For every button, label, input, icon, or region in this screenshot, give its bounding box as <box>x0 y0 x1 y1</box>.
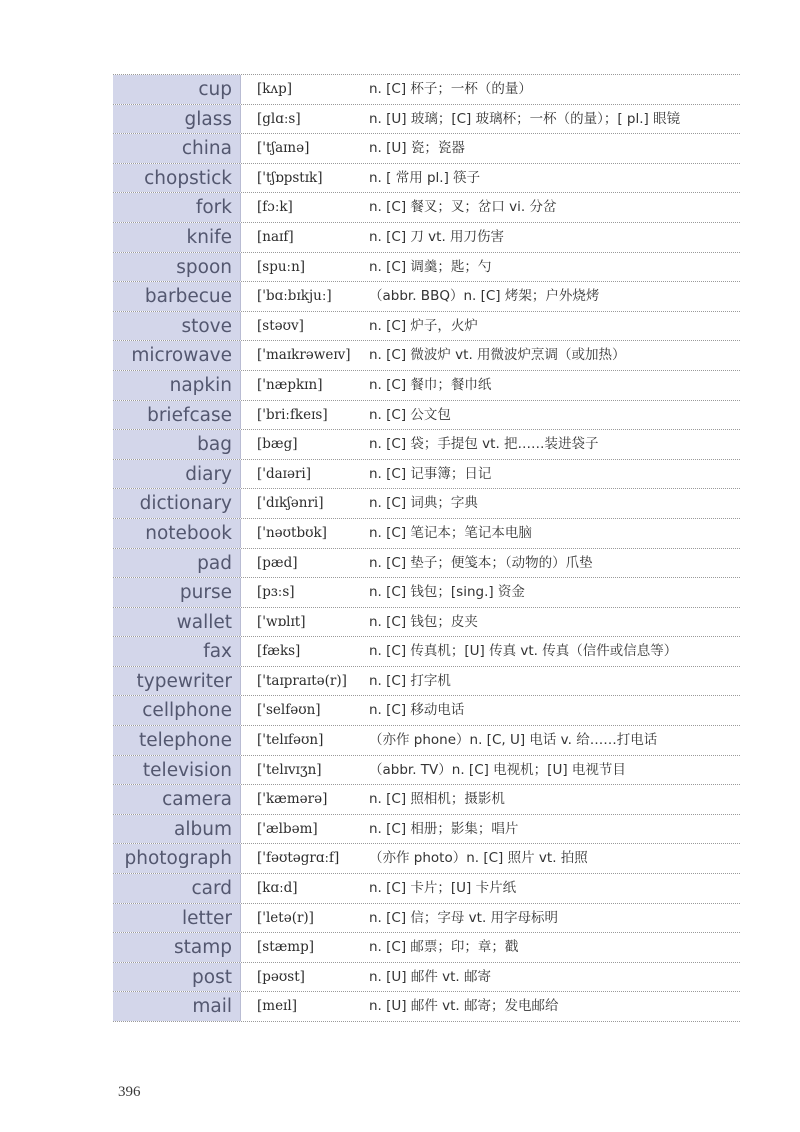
headword: cellphone <box>113 696 241 725</box>
phonetic-transcription: [pæd] <box>257 554 298 571</box>
vocab-row <box>113 134 740 164</box>
definition: n. [ 常用 pl.] 筷子 <box>369 169 481 186</box>
definition: n. [C] 公文包 <box>369 406 451 423</box>
definition: n. [C] 钱包；皮夹 <box>369 613 478 630</box>
definition: n. [U] 瓷；瓷器 <box>369 140 465 157</box>
phonetic-transcription: ['wɒlɪt] <box>257 613 306 630</box>
headword: napkin <box>113 371 241 400</box>
vocab-row <box>113 756 740 786</box>
headword: spoon <box>113 253 241 282</box>
phonetic-transcription: [meɪl] <box>257 998 297 1015</box>
vocab-row <box>113 637 740 667</box>
definition: n. [C] 微波炉 vt. 用微波炉烹调（或加热） <box>369 347 626 364</box>
headword: microwave <box>113 341 241 370</box>
definition: n. [U] 邮件 vt. 邮寄 <box>369 968 492 985</box>
vocab-row <box>113 933 740 963</box>
phonetic-transcription: [fæks] <box>257 643 301 660</box>
headword: telephone <box>113 726 241 755</box>
definition: n. [C] 垫子；便笺本；（动物的）爪垫 <box>369 554 593 571</box>
definition: n. [C] 调羹；匙；勺 <box>369 258 492 275</box>
definition: n. [C] 相册；影集；唱片 <box>369 820 519 837</box>
phonetic-transcription: [pəʊst] <box>257 968 305 985</box>
phonetic-transcription: [stəʊv] <box>257 317 304 334</box>
definition: （亦作 photo）n. [C] 照片 vt. 拍照 <box>369 850 588 867</box>
headword: letter <box>113 904 241 933</box>
vocab-row <box>113 904 740 934</box>
headword: notebook <box>113 519 241 548</box>
phonetic-transcription: [kɑːd] <box>257 880 298 897</box>
phonetic-transcription: [stæmp] <box>257 939 315 956</box>
vocab-row <box>113 253 740 283</box>
phonetic-transcription: [naɪf] <box>257 228 294 245</box>
definition: n. [U] 玻璃；[C] 玻璃杯；一杯（的量）；[ pl.] 眼镜 <box>369 110 681 127</box>
phonetic-transcription: ['telɪfəʊn] <box>257 732 324 749</box>
phonetic-transcription: [pɜːs] <box>257 584 295 601</box>
headword: album <box>113 815 241 844</box>
vocab-row <box>113 282 740 312</box>
page-number: 396 <box>118 1084 141 1100</box>
phonetic-transcription: ['nəʊtbʊk] <box>257 524 327 541</box>
definition: n. [C] 移动电话 <box>369 702 465 719</box>
vocab-row <box>113 105 740 135</box>
vocab-row <box>113 696 740 726</box>
headword: cup <box>113 75 241 104</box>
headword: wallet <box>113 608 241 637</box>
headword: knife <box>113 223 241 252</box>
phonetic-transcription: ['letə(r)] <box>257 909 314 926</box>
vocab-row <box>113 193 740 223</box>
vocab-row <box>113 874 740 904</box>
phonetic-transcription: ['næpkɪn] <box>257 376 323 393</box>
definition: n. [C] 餐巾；餐巾纸 <box>369 376 492 393</box>
vocab-row <box>113 312 740 342</box>
phonetic-transcription: ['selfəʊn] <box>257 702 321 719</box>
definition: n. [C] 词典；字典 <box>369 495 478 512</box>
phonetic-transcription: [fɔːk] <box>257 199 293 216</box>
phonetic-transcription: ['ælbəm] <box>257 820 318 837</box>
definition: n. [C] 卡片；[U] 卡片纸 <box>369 880 517 897</box>
phonetic-transcription: ['briːfkeɪs] <box>257 406 328 423</box>
headword: post <box>113 963 241 992</box>
vocab-row <box>113 844 740 874</box>
vocabulary-table <box>113 74 740 1022</box>
definition: n. [C] 记事簿；日记 <box>369 465 492 482</box>
headword: fork <box>113 193 241 222</box>
vocab-row <box>113 578 740 608</box>
definition: n. [C] 照相机；摄影机 <box>369 791 505 808</box>
vocab-row <box>113 726 740 756</box>
headword: bag <box>113 430 241 459</box>
phonetic-transcription: ['tʃɒpstɪk] <box>257 169 323 186</box>
vocab-row <box>113 963 740 993</box>
headword: briefcase <box>113 401 241 430</box>
headword: dictionary <box>113 489 241 518</box>
phonetic-transcription: [bæg] <box>257 436 298 453</box>
definition: （亦作 phone）n. [C, U] 电话 v. 给……打电话 <box>369 732 658 749</box>
phonetic-transcription: [spuːn] <box>257 258 306 275</box>
headword: pad <box>113 549 241 578</box>
vocab-row <box>113 608 740 638</box>
vocab-row <box>113 223 740 253</box>
phonetic-transcription: ['fəʊtəgrɑːf] <box>257 850 340 867</box>
headword: glass <box>113 105 241 134</box>
vocab-row <box>113 75 740 105</box>
definition: （abbr. TV）n. [C] 电视机；[U] 电视节目 <box>369 761 626 778</box>
definition: n. [C] 钱包；[sing.] 资金 <box>369 584 525 601</box>
vocab-row <box>113 401 740 431</box>
definition: n. [C] 信；字母 vt. 用字母标明 <box>369 909 559 926</box>
headword: stove <box>113 312 241 341</box>
phonetic-transcription: ['kæmərə] <box>257 791 328 808</box>
definition: n. [C] 餐叉；叉；岔口 vi. 分岔 <box>369 199 557 216</box>
vocab-row <box>113 341 740 371</box>
vocab-row <box>113 815 740 845</box>
definition: n. [C] 刀 vt. 用刀伤害 <box>369 228 505 245</box>
definition: n. [C] 袋；手提包 vt. 把……装进袋子 <box>369 436 599 453</box>
definition: n. [U] 邮件 vt. 邮寄；发电邮给 <box>369 998 559 1015</box>
definition: n. [C] 杯子；一杯（的量） <box>369 81 532 97</box>
headword: fax <box>113 637 241 666</box>
headword: china <box>113 134 241 163</box>
phonetic-transcription: [kʌp] <box>257 81 292 97</box>
vocab-row <box>113 785 740 815</box>
vocab-row <box>113 992 740 1022</box>
headword: card <box>113 874 241 903</box>
vocab-row <box>113 549 740 579</box>
definition: （abbr. BBQ）n. [C] 烤架；户外烧烤 <box>369 288 600 305</box>
headword: mail <box>113 992 241 1021</box>
headword: typewriter <box>113 667 241 696</box>
vocab-row <box>113 430 740 460</box>
definition: n. [C] 邮票；印；章；戳 <box>369 939 519 956</box>
phonetic-transcription: ['dɪkʃənri] <box>257 495 324 512</box>
phonetic-transcription: ['tʃaɪnə] <box>257 140 310 157</box>
vocab-row <box>113 460 740 490</box>
definition: n. [C] 炉子，火炉 <box>369 317 478 334</box>
vocab-row <box>113 519 740 549</box>
vocab-row <box>113 371 740 401</box>
headword: purse <box>113 578 241 607</box>
definition: n. [C] 笔记本；笔记本电脑 <box>369 524 532 541</box>
headword: diary <box>113 460 241 489</box>
headword: barbecue <box>113 282 241 311</box>
phonetic-transcription: ['taɪpraɪtə(r)] <box>257 672 347 689</box>
headword: television <box>113 756 241 785</box>
definition: n. [C] 传真机；[U] 传真 vt. 传真（信件或信息等） <box>369 643 678 660</box>
headword: photograph <box>113 844 241 873</box>
vocab-row <box>113 667 740 697</box>
phonetic-transcription: [glɑːs] <box>257 110 301 127</box>
headword: chopstick <box>113 164 241 193</box>
phonetic-transcription: ['daɪəri] <box>257 465 312 482</box>
vocab-row <box>113 164 740 194</box>
headword: stamp <box>113 933 241 962</box>
phonetic-transcription: ['telɪvɪʒn] <box>257 761 322 778</box>
phonetic-transcription: ['maɪkrəweɪv] <box>257 347 351 364</box>
headword: camera <box>113 785 241 814</box>
definition: n. [C] 打字机 <box>369 672 451 689</box>
phonetic-transcription: ['bɑːbɪkjuː] <box>257 288 332 305</box>
vocab-row <box>113 489 740 519</box>
